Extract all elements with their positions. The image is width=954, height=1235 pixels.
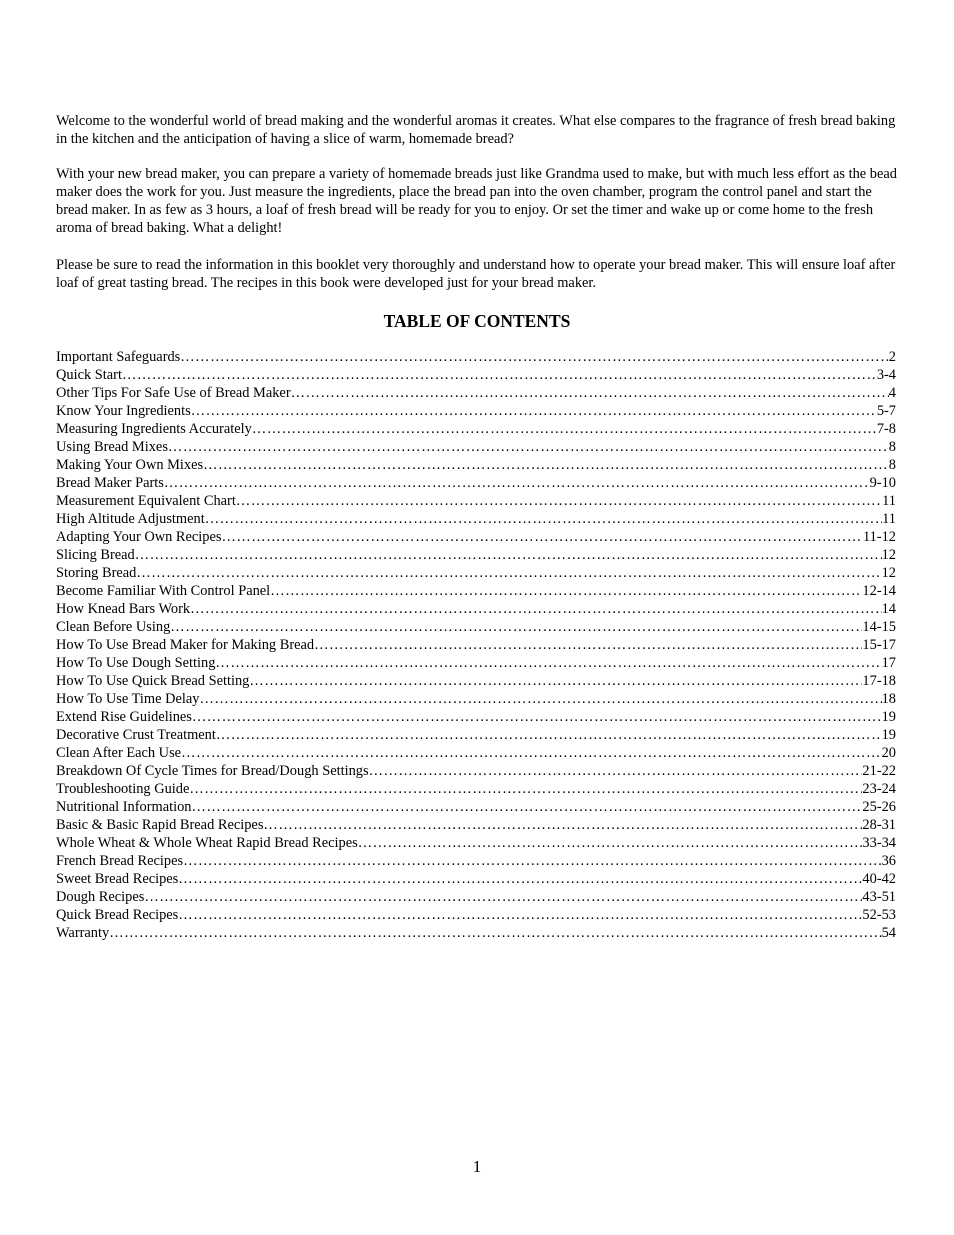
toc-entry-title: Bread Maker Parts [56, 475, 164, 491]
toc-entry-page: 14 [881, 601, 896, 617]
toc-entry-title: Adapting Your Own Recipes [56, 529, 222, 545]
toc-entry [56, 474, 896, 492]
toc-entry-page: 33-34 [862, 835, 896, 851]
intro-paragraph-bread-maker: With your new bread maker, you can prepare a variety of homemade breads just like Grandma used to make, but with much less effort as the bead maker does the work for you. Just measure the ingredients, place the bread pan into the oven chamber, program the control panel and start the bread maker. In as few as 3 hours, a loaf of fresh bread will be ready for you to enjoy. Or set the timer and wake up or come home to the fresh aroma of bread baking. What a delight! [56, 166, 897, 236]
toc-entry-page: 54 [881, 925, 896, 941]
toc-entry [56, 762, 896, 780]
toc-entry [56, 834, 896, 852]
toc-dot-leader [291, 384, 889, 402]
toc-entry-page: 18 [881, 691, 896, 707]
toc-dot-leader [270, 582, 862, 600]
toc-entry [56, 438, 896, 456]
toc-entry [56, 564, 896, 582]
toc-entry-page: 23-24 [862, 781, 896, 797]
toc-dot-leader [215, 654, 881, 672]
toc-dot-leader [263, 816, 862, 834]
toc-dot-leader [178, 870, 862, 888]
toc-entry-page: 4 [888, 385, 896, 401]
toc-dot-leader [181, 744, 882, 762]
toc-entry [56, 636, 896, 654]
toc-entry-page: 2 [888, 349, 896, 365]
toc-entry-title: Clean After Each Use [56, 745, 182, 761]
toc-dot-leader [180, 348, 889, 366]
intro-paragraph-read-booklet: Please be sure to read the information in this booklet very thoroughly and understand how to operate your bread maker. This will ensure loaf after loaf of great tasting bread. The recipes in this book were developed just for your bread maker. [56, 257, 896, 291]
toc-dot-leader [252, 420, 877, 438]
toc-entry-title: Dough Recipes [56, 889, 145, 905]
toc-entry-title: Slicing Bread [56, 547, 135, 563]
toc-entry-title: Know Your Ingredients [56, 403, 191, 419]
toc-entry [56, 366, 896, 384]
toc-entry-title: Warranty [56, 925, 110, 941]
toc-dot-leader [199, 690, 881, 708]
toc-entry-title: How Knead Bars Work [56, 601, 191, 617]
toc-dot-leader [135, 546, 882, 564]
toc-entry-page: 19 [881, 727, 896, 743]
toc-entry-title: How To Use Bread Maker for Making Bread [56, 637, 315, 653]
toc-entry [56, 492, 896, 510]
toc-entry [56, 744, 896, 762]
toc-entry-title: Other Tips For Safe Use of Bread Maker [56, 385, 291, 401]
intro-paragraph-welcome: Welcome to the wonderful world of bread making and the wonderful aromas it creates. What else compares to the fragrance of fresh bread baking in the kitchen and the anticipation of having a slice of warm, homemade bread? [56, 113, 896, 147]
toc-entry-title: High Altitude Adjustment [56, 511, 205, 527]
toc-dot-leader [191, 402, 877, 420]
toc-entry-title: Nutritional Information [56, 799, 192, 815]
toc-entry-page: 8 [888, 457, 896, 473]
toc-entry [56, 726, 896, 744]
toc-dot-leader [136, 564, 881, 582]
toc-entry-page: 8 [888, 439, 896, 455]
toc-entry [56, 672, 896, 690]
toc-entry-page: 19 [881, 709, 896, 725]
toc-dot-leader [144, 888, 862, 906]
toc-entry-title: Clean Before Using [56, 619, 171, 635]
toc-entry [56, 456, 896, 474]
toc-entry [56, 852, 896, 870]
toc-entry-title: Troubleshooting Guide [56, 781, 190, 797]
toc-entry-title: Extend Rise Guidelines [56, 709, 192, 725]
toc-entry-title: Measurement Equivalent Chart [56, 493, 236, 509]
toc-entry [56, 780, 896, 798]
toc-dot-leader [168, 438, 889, 456]
toc-entry-page: 36 [881, 853, 896, 869]
toc-entry-title: Important Safeguards [56, 349, 181, 365]
toc-entry-page: 12 [881, 547, 896, 563]
toc-dot-leader [190, 600, 882, 618]
toc-entry-page: 40-42 [862, 871, 896, 887]
toc-entry-page: 12-14 [862, 583, 896, 599]
toc-entry-page: 11-12 [862, 529, 896, 545]
toc-entry [56, 348, 896, 366]
toc-dot-leader [216, 726, 882, 744]
toc-entry [56, 816, 896, 834]
toc-entry-page: 21-22 [862, 763, 896, 779]
toc-entry-title: Using Bread Mixes [56, 439, 168, 455]
toc-entry [56, 582, 896, 600]
toc-dot-leader [236, 492, 882, 510]
toc-entry [56, 654, 896, 672]
toc-entry [56, 600, 896, 618]
toc-entry-title: Decorative Crust Treatment [56, 727, 216, 743]
toc-entry-page: 7-8 [876, 421, 896, 437]
toc-entry [56, 690, 896, 708]
toc-dot-leader [192, 708, 882, 726]
toc-dot-leader [249, 672, 862, 690]
toc-entry-title: Become Familiar With Control Panel [56, 583, 271, 599]
toc-dot-leader [369, 762, 863, 780]
toc-dot-leader [109, 924, 881, 942]
toc-entry-title: Quick Bread Recipes [56, 907, 179, 923]
toc-entry-page: 15-17 [862, 637, 896, 653]
toc-entry-title: Basic & Basic Rapid Bread Recipes [56, 817, 264, 833]
toc-entry [56, 888, 896, 906]
toc-entry-title: French Bread Recipes [56, 853, 184, 869]
toc-entry [56, 924, 896, 942]
toc-heading: TABLE OF CONTENTS [383, 311, 571, 331]
toc-dot-leader [358, 834, 863, 852]
toc-entry-page: 17-18 [862, 673, 896, 689]
toc-entry [56, 708, 896, 726]
toc-entry-title: Sweet Bread Recipes [56, 871, 179, 887]
toc-entry [56, 870, 896, 888]
toc-entry [56, 906, 896, 924]
toc-entry [56, 402, 896, 420]
toc-entry-title: Quick Start [56, 367, 122, 383]
toc-dot-leader [205, 510, 882, 528]
toc-entry [56, 798, 896, 816]
toc-entry-title: Measuring Ingredients Accurately [56, 421, 252, 437]
toc-entry-page: 43-51 [862, 889, 896, 905]
toc-entry-page: 11 [882, 493, 896, 509]
toc-entry-page: 20 [881, 745, 896, 761]
toc-entry [56, 420, 896, 438]
toc-entry [56, 618, 896, 636]
table-of-contents [56, 348, 896, 942]
toc-entry-page: 3-4 [876, 367, 896, 383]
toc-dot-leader [178, 906, 862, 924]
toc-entry-page: 12 [881, 565, 896, 581]
toc-entry-page: 28-31 [862, 817, 896, 833]
toc-entry-page: 5-7 [876, 403, 896, 419]
toc-dot-leader [122, 366, 877, 384]
toc-dot-leader [221, 528, 862, 546]
toc-entry-page: 11 [882, 511, 896, 527]
toc-entry-title: Breakdown Of Cycle Times for Bread/Dough Settings [56, 763, 369, 779]
page-number: 1 [472, 1157, 482, 1176]
toc-entry-page: 9-10 [869, 475, 896, 491]
toc-entry-title: Storing Bread [56, 565, 137, 581]
toc-dot-leader [189, 780, 862, 798]
toc-entry-title: How To Use Dough Setting [56, 655, 216, 671]
toc-entry-page: 25-26 [862, 799, 896, 815]
toc-entry-page: 52-53 [862, 907, 896, 923]
toc-entry-title: How To Use Quick Bread Setting [56, 673, 250, 689]
toc-dot-leader [183, 852, 882, 870]
toc-entry-title: How To Use Time Delay [56, 691, 200, 707]
toc-dot-leader [164, 474, 870, 492]
toc-entry-title: Making Your Own Mixes [56, 457, 204, 473]
toc-entry [56, 546, 896, 564]
toc-entry [56, 510, 896, 528]
toc-entry-page: 17 [881, 655, 896, 671]
toc-dot-leader [314, 636, 862, 654]
toc-dot-leader [203, 456, 889, 474]
toc-dot-leader [191, 798, 862, 816]
toc-entry [56, 528, 896, 546]
toc-entry-title: Whole Wheat & Whole Wheat Rapid Bread Recipes [56, 835, 358, 851]
toc-dot-leader [170, 618, 862, 636]
toc-entry [56, 384, 896, 402]
toc-entry-page: 14-15 [862, 619, 896, 635]
